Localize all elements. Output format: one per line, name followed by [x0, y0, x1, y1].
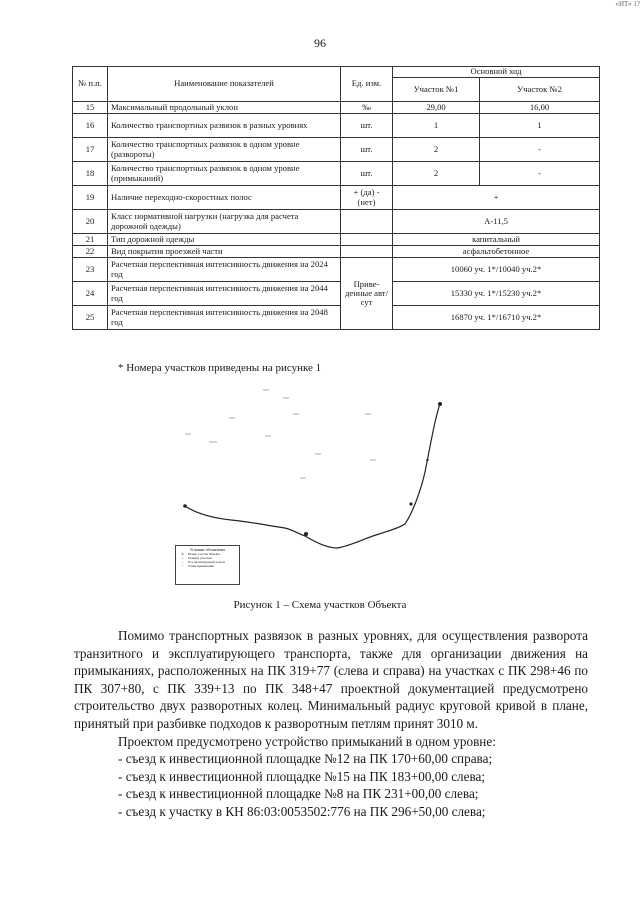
row-name: Тип дорожной одежды — [108, 234, 341, 246]
dot-icon: • — [181, 564, 184, 569]
row-value-section-1: 29,00 — [393, 102, 480, 114]
line-icon: — — [180, 556, 185, 561]
row-value: 16870 уч. 1*/16710 уч.2* — [393, 306, 600, 330]
legend-label: Номер участка Объекта — [188, 552, 221, 557]
row-unit — [341, 246, 393, 258]
row-unit — [341, 210, 393, 234]
table-row — [73, 114, 600, 138]
row-num: 17 — [73, 138, 108, 162]
header-section-1: Участок №1 — [393, 78, 480, 102]
figure-legend — [175, 545, 240, 585]
table-header-row — [73, 67, 600, 78]
figure-caption: Рисунок 1 – Схема участков Объекта — [233, 599, 407, 611]
row-value-section-2: 16,00 — [480, 102, 600, 114]
table-row — [73, 210, 600, 234]
row-unit: шт. — [341, 162, 393, 186]
row-value: 10060 уч. 1*/10040 уч.2* — [393, 258, 600, 282]
row-num: 22 — [73, 246, 108, 258]
merged-unit-cell: Приве-денные авт/сут — [341, 258, 393, 330]
header-main-route: Основной ход — [393, 67, 600, 78]
paragraph: Проектом предусмотрено устройство примыканий в одном уровне: — [118, 733, 496, 749]
list-item: - съезд к участку в КН 86:03:0053502:776 на ПК 296+50,00 слева; — [118, 803, 486, 819]
table-row — [73, 162, 600, 186]
row-num: 23 — [73, 258, 108, 282]
row-value-section-2: - — [480, 138, 600, 162]
table-row — [73, 186, 600, 210]
legend-title: Условные обозначения — [190, 548, 225, 552]
dash-line-icon: - - — [181, 560, 184, 565]
row-value: А-11,5 — [393, 210, 600, 234]
row-num: 20 — [73, 210, 108, 234]
row-num: 24 — [73, 282, 108, 306]
row-value: асфальтобетонное — [393, 246, 600, 258]
row-value-section-1: 1 — [393, 114, 480, 138]
row-num: 16 — [73, 114, 108, 138]
route-line — [185, 404, 440, 548]
row-name: Вид покрытия проезжей части — [108, 246, 341, 258]
header-unit: Ед. изм. — [341, 67, 393, 102]
row-name: Класс нормативной нагрузки (нагрузка для расчета дорожной одежды) — [108, 210, 341, 234]
row-num: 19 — [73, 186, 108, 210]
row-name: Количество транспортных развязок в одном уровне (примыканий) — [108, 162, 341, 186]
point-marker — [304, 532, 308, 536]
row-value-section-2: - — [480, 162, 600, 186]
row-name: Количество транспортных развязок в разных уровнях — [108, 114, 341, 138]
number-circle-icon: ② — [181, 552, 184, 557]
page-number: 96 — [314, 36, 326, 50]
row-name: Количество транспортных развязок в одном уровне (развороты) — [108, 138, 341, 162]
table-row — [73, 258, 600, 282]
point-marker — [183, 504, 187, 508]
indicators-table — [72, 66, 600, 330]
list-item: - съезд к инвестиционной площадке №15 на ПК 183+00,00 слева; — [118, 768, 486, 784]
corner-mark: «ИТ» 1? — [615, 0, 640, 8]
header-section-2: Участок №2 — [480, 78, 600, 102]
point-marker — [409, 502, 412, 505]
table-row — [73, 282, 600, 306]
footnote: * Номера участков приведены на рисунке 1 — [118, 362, 322, 374]
row-name: Расчетная перспективная интенсивность движения на 2024 год — [108, 258, 341, 282]
row-unit: ‰ — [341, 102, 393, 114]
table-row — [73, 102, 600, 114]
row-unit: шт. — [341, 138, 393, 162]
row-value-section-2: 1 — [480, 114, 600, 138]
row-num: 18 — [73, 162, 108, 186]
list-item: - съезд к инвестиционной площадке №8 на ПК 231+00,00 слева; — [118, 786, 479, 802]
row-name: Расчетная перспективная интенсивность движения на 2044 год — [108, 282, 341, 306]
paragraph: Помимо транспортных развязок в разных уровнях, для осуществления разворота транзитного и эксплуатирующего транспорта, также для организации движения на примыканиях, расположенных на ПК 319+77 (слева и справа) на участках с ПК 298+46 по ПК 307+80, с ПК 339+13 по ПК 348+47 проектной документацией предусмотрено строительство двух разворотных колец. Минимальный радиус круговой кривой в плане, принятый при разбивке подходов к разворотным петлям принят 3010 м. — [74, 628, 588, 731]
list-item: - съезд к инвестиционной площадке №12 на ПК 170+60,00 справа; — [118, 751, 493, 767]
legend-label: Точки примыкания — [188, 564, 214, 569]
row-name: Наличие переходно-скоростных полос — [108, 186, 341, 210]
legend-item — [179, 564, 236, 568]
row-name: Максимальный продольный уклон — [108, 102, 341, 114]
row-name: Расчетная перспективная интенсивность движения на 2048 год — [108, 306, 341, 330]
point-marker — [438, 402, 442, 406]
legend-label: Граница участков — [188, 556, 212, 561]
row-num: 21 — [73, 234, 108, 246]
header-num: № п.п. — [73, 67, 108, 102]
row-unit: + (да) - (нет) — [341, 186, 393, 210]
table-row — [73, 138, 600, 162]
table-row — [73, 306, 600, 330]
row-unit — [341, 234, 393, 246]
header-name: Наименование показателей — [108, 67, 341, 102]
row-num: 15 — [73, 102, 108, 114]
row-value-section-1: 2 — [393, 162, 480, 186]
row-unit: шт. — [341, 114, 393, 138]
row-value: + — [393, 186, 600, 210]
table-row — [73, 234, 600, 246]
table-row — [73, 246, 600, 258]
row-num: 25 — [73, 306, 108, 330]
body-text — [74, 627, 588, 821]
map-faint-marks — [185, 390, 376, 478]
junction-list — [74, 750, 588, 820]
legend-label: Ось проектируемой дороги — [188, 560, 225, 565]
row-value-section-1: 2 — [393, 138, 480, 162]
row-value: 15330 уч. 1*/15230 уч.2* — [393, 282, 600, 306]
row-value: капитальный — [393, 234, 600, 246]
